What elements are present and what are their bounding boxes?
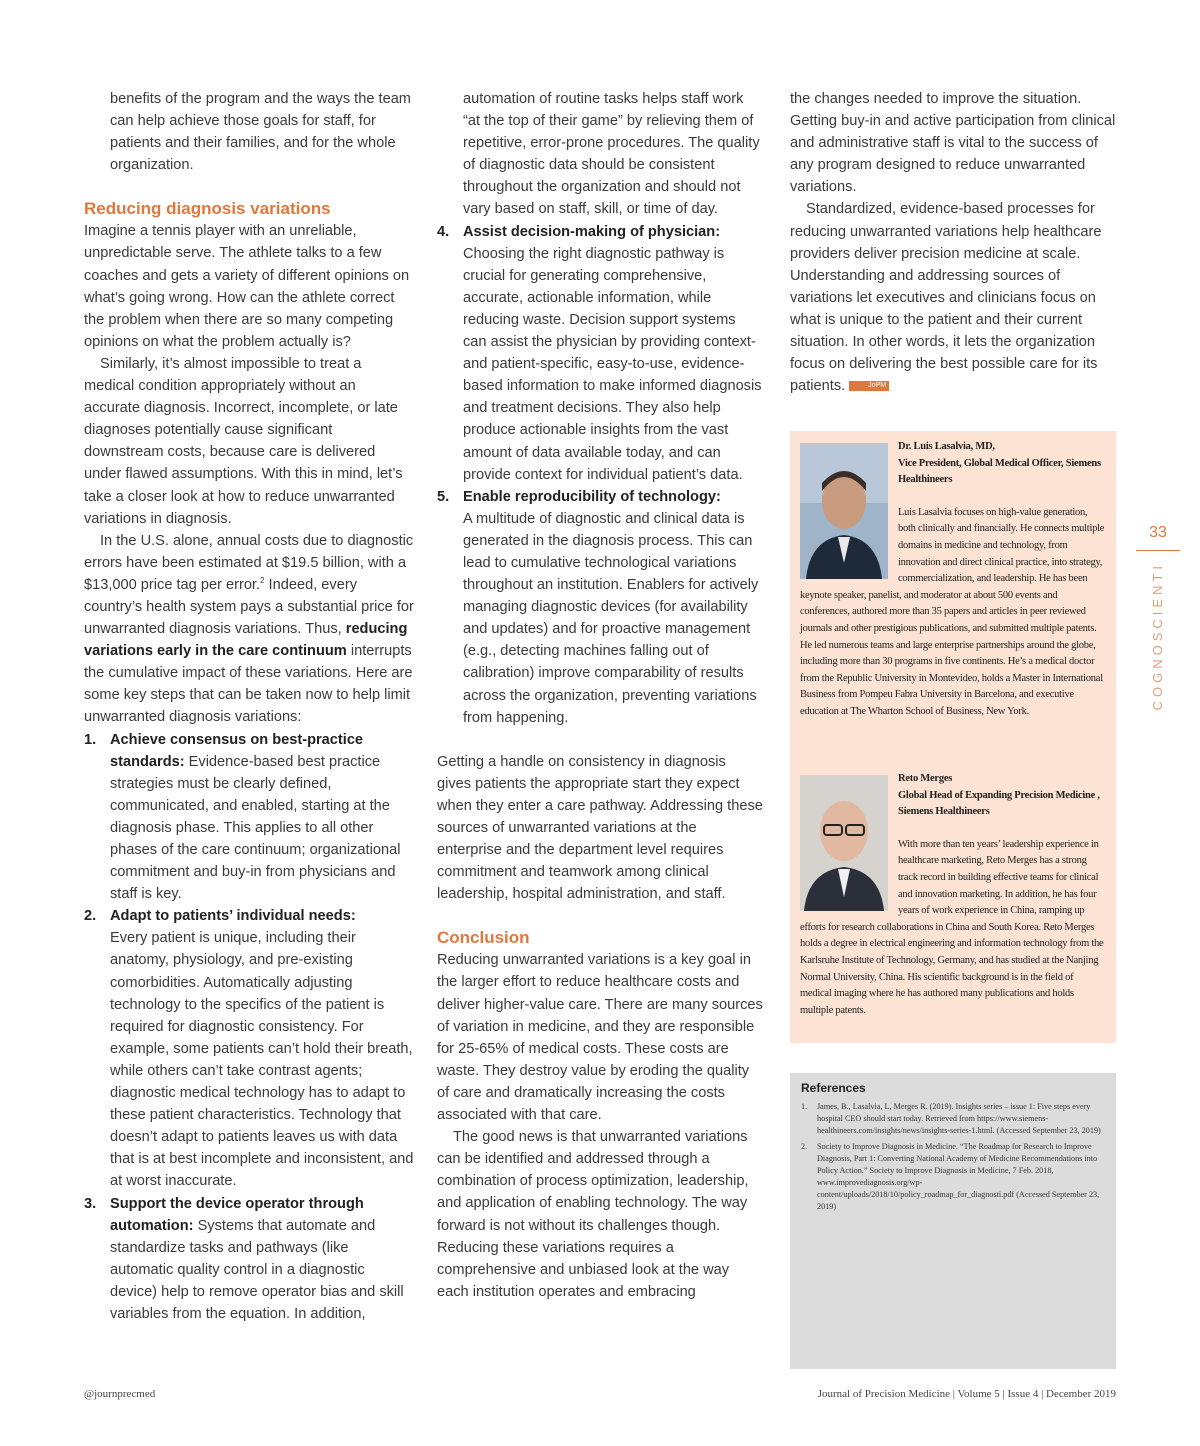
- page-number: 33: [1149, 524, 1167, 541]
- step-3: [84, 1193, 414, 1326]
- heading-conclusion: Conclusion: [437, 928, 530, 948]
- heading-reducing-variations: Reducing diagnosis variations: [84, 199, 331, 219]
- step-number: 4.: [437, 223, 450, 240]
- similarly-paragraph: Similarly, it’s almost impossible to treat a medical condition appropriately without an accurate diagnosis. Incorrect, incomplete, or late diagnoses potentially cause significant downstream costs, because care is delivered under flawed assumptions. With this in mind, let’s take a closer look at how to reduce unwarranted variations in diagnosis.: [84, 355, 403, 527]
- bio-lasalvia: [800, 439, 1106, 721]
- step-text: Evidence-based best practice strategies must be clearly defined, communicated, and enabled, starting at the diagnosis phase. This applies to all other phases of the care continuum; organizational commitment and buy-in from physicians and staff is key.: [110, 753, 401, 903]
- step-3-continuation: automation of routine tasks helps staff work “at the top of their game” by relieving them of repetitive, error-prone procedures. The quality of diagnostic data should be consistent throughout the organization and should not vary based on staff, skill, or time of day.: [463, 91, 760, 218]
- bio-name: Reto Merges: [898, 773, 953, 784]
- conclusion-paragraph-2: The good news is that unwarranted variations can be identified and addressed through a combination of process optimization, leadership, and application of enabling technology. The way forward is not without its challenges though. Reducing these variations requires a comprehensive and unbiased look at the way each institution operates and embracing: [437, 1129, 749, 1300]
- us-costs-text-a: In the U.S. alone, annual costs due to diagnostic errors have been estimated at $19.5 billion, with a $13,000 price tag per error.: [84, 532, 414, 593]
- reference-item: [801, 1141, 1101, 1213]
- step-title: Assist decision-making of physician:: [463, 223, 721, 240]
- handle-paragraph: Getting a handle on consistency in diagnosis gives patients the appropriate start they expect when they enter a care pathway. Addressing these sources of unwarranted variations at the enterprise and the department level requires commitment and teamwork among clinical leadership, hospital administration, and staff.: [437, 753, 763, 903]
- standardized-paragraph: [790, 198, 1116, 397]
- footer-handle: @journprecmed: [84, 1388, 156, 1400]
- footnote-ref: 2: [260, 576, 265, 586]
- references-list: [801, 1101, 1101, 1217]
- step-5: [437, 486, 763, 729]
- step-1: [84, 729, 414, 906]
- bio-name: Dr. Luis Lasalvia, MD,: [898, 441, 995, 452]
- footer-journal-info: Journal of Precision Medicine | Volume 5 | Issue 4 | December 2019: [817, 1388, 1116, 1400]
- portrait-photo-lasalvia: [800, 443, 888, 579]
- bio-text: Luis Lasalvia focuses on high-value generation, both clinically and financially. He connects multiple domains in medicine and technology, from innovation and direct clinical practice, into strategy, commercialization, and leadership. He has been keynote speaker, panelist, and moderator at about 500 events and conferences, authored more than 35 papers and articles in peer reviewed journals and other prestigious publications, and submitted multiple patents. He led numerous teams and large enterprise partnerships around the globe, including more than 30 programs in five continents. He’s a medical doctor from the Republic University in Montevideo, holds a Master in International Business from Pompeu Fabra University in Barcelona, and executive education at The Wharton School of Business, New York.: [800, 506, 1105, 717]
- us-costs-paragraph: [84, 530, 414, 729]
- step-text: Choosing the right diagnostic pathway is crucial for generating comprehensive, accurate, actionable information, while reducing waste. Decision support systems can assist the physician by providing context- and patient-specific, easy-to-use, evidence-based information to make informed diagnosis and treatment decisions. They also help produce actionable insights from the vast amount of data available today, and can provide context for individual patient’s data.: [463, 245, 762, 483]
- step-title: Support the device operator through automation:: [110, 1195, 364, 1234]
- bio-merges: [800, 771, 1106, 1019]
- step-number: 5.: [437, 488, 450, 505]
- step-number: 1.: [84, 731, 97, 748]
- portrait-photo-merges: [800, 775, 888, 911]
- step-text: A multitude of diagnostic and clinical data is generated in the diagnosis process. This can lead to cumulative technological variations throughout an institution. Enablers for actively managing diagnostic devices (for availability and updates) and for proactive management (e.g., detecting machines falling out of calibration) improve comparability of results across the organization, preventing variations from happening.: [463, 510, 759, 726]
- reference-number: 2.: [801, 1142, 808, 1151]
- steps-list-1-3: [84, 729, 414, 1326]
- standardized-text: Standardized, evidence-based processes for reducing unwarranted variations help healthcare providers deliver precision medicine at scale. Understanding and addressing sources of variations let executives and clinicians focus on what is unique to the patient and their current situation. In other words, it lets the organization focus on delivering the best possible care for its patients.: [790, 201, 1102, 395]
- bio-role: Vice President, Global Medical Officer, Siemens Healthineers: [898, 457, 1101, 486]
- reference-text: Society to Improve Diagnosis in Medicine. “The Roadmap for Research to Improve Diagnosis, Part 1: Converting National Academy of Medicine Recommendations into Policy Action.” Society to Improve Diagnosis in Medicine, 7 Feb. 2018, www.improvediagnosis.org/wp-content/uploads/2018/10/policy_roadmap_for_diagnosti.pdf (Accessed September 23, 2019): [817, 1142, 1100, 1211]
- step-number: 2.: [84, 908, 97, 925]
- step-title: Enable reproducibility of technology:: [463, 488, 721, 505]
- intro-tail-paragraph: benefits of the program and the ways the team can help achieve those goals for staff, for patients and their families, and for the whole organization.: [110, 91, 411, 174]
- column-left: [84, 88, 414, 1325]
- conclusion-paragraph-1: Reducing unwarranted variations is a key goal in the larger effort to reduce healthcare costs and deliver higher-value care. There are many sources of variation in medicine, and they are responsible for 25-65% of medical costs. These costs are waste. They destroy value by eroding the quality of care and dramatically increasing the costs associated with that care.: [437, 952, 763, 1124]
- bio-role: Global Head of Expanding Precision Medicine , Siemens Healthineers: [898, 789, 1100, 818]
- references-title: References: [801, 1081, 866, 1095]
- step-title: Achieve consensus on best-practice standards:: [110, 731, 364, 770]
- side-divider: [1136, 550, 1180, 551]
- step-title: Adapt to patients’ individual needs:: [110, 908, 356, 925]
- step-text: Systems that automate and standardize tasks and pathways (like automatic quality control in a diagnostic device) help to remove operator bias and skill variables from the equation. In addition,: [110, 1217, 404, 1322]
- us-costs-text-c: interrupts the cumulative impact of these variations. Here are some key steps that can be taken now to help limit unwarranted diagnosis variations:: [84, 643, 413, 726]
- step-4: [437, 221, 763, 486]
- column-right: [790, 88, 1116, 397]
- us-costs-text-b: Indeed, every country’s health system pays a substantial price for unwarranted diagnosis variations. Thus,: [84, 576, 414, 638]
- changes-paragraph: the changes needed to improve the situation. Getting buy-in and active participation from clinical and administrative staff is vital to the success of any program designed to reduce unwarranted variations.: [790, 91, 1116, 196]
- reference-text: James, B., Lasalvia, L, Merges R. (2019). Insights series – issue 1: Five steps every hospital CEO should start today. Retrieved from https://www.siemens-healthineers.com/insights/news/insights-series-1.html. (Accessed September 23, 2019): [817, 1102, 1101, 1135]
- us-costs-bold: reducing variations early in the care continuum: [84, 621, 408, 660]
- reference-item: [801, 1101, 1101, 1137]
- step-text: Every patient is unique, including their anatomy, physiology, and pre-existing comorbidities. Automatically adjusting technology to the specifics of the patient is required for diagnostic consistency. For example, some patients can’t hold their breath, while others can’t take contrast agents; diagnostic medical technology has to adapt to these patient characteristics. Technology that doesn’t adapt to patients leaves us with data that is at best incomplete and inconsistent, and at worst inaccurate.: [110, 930, 414, 1190]
- references-box: [790, 1073, 1116, 1369]
- bio-text: With more than ten years’ leadership experience in healthcare marketing, Reto Merges has a strong track record in building effective teams for clinical and innovation marketing. In addition, he has four years of work experience in China, ramping up efforts for research collaborations in China and South Korea. Reto Merges holds a degree in electrical engineering and information technology from the Karlsruhe Institute of Technology, Germany, and has studied at the Nanjing Normal University, China. His scientific background is in the field of medical imaging where he has authored many publications and holds multiple patents.: [800, 838, 1104, 1016]
- author-bios-box: [790, 431, 1116, 1043]
- step-2: [84, 905, 414, 1192]
- section-label: COGNOSCIENTI: [1150, 562, 1165, 711]
- steps-list-4-5: [437, 221, 763, 729]
- reference-number: 1.: [801, 1102, 808, 1111]
- end-mark-badge: JoPM: [849, 381, 889, 391]
- tennis-paragraph: Imagine a tennis player with an unreliable, unpredictable serve. The athlete talks to a few coaches and gets a variety of different opinions on what’s going wrong. How can the athlete correct the problem when there are so many competing opinions on what the problem actually is?: [84, 223, 410, 350]
- column-middle: [437, 88, 763, 1303]
- step-number: 3.: [84, 1195, 97, 1212]
